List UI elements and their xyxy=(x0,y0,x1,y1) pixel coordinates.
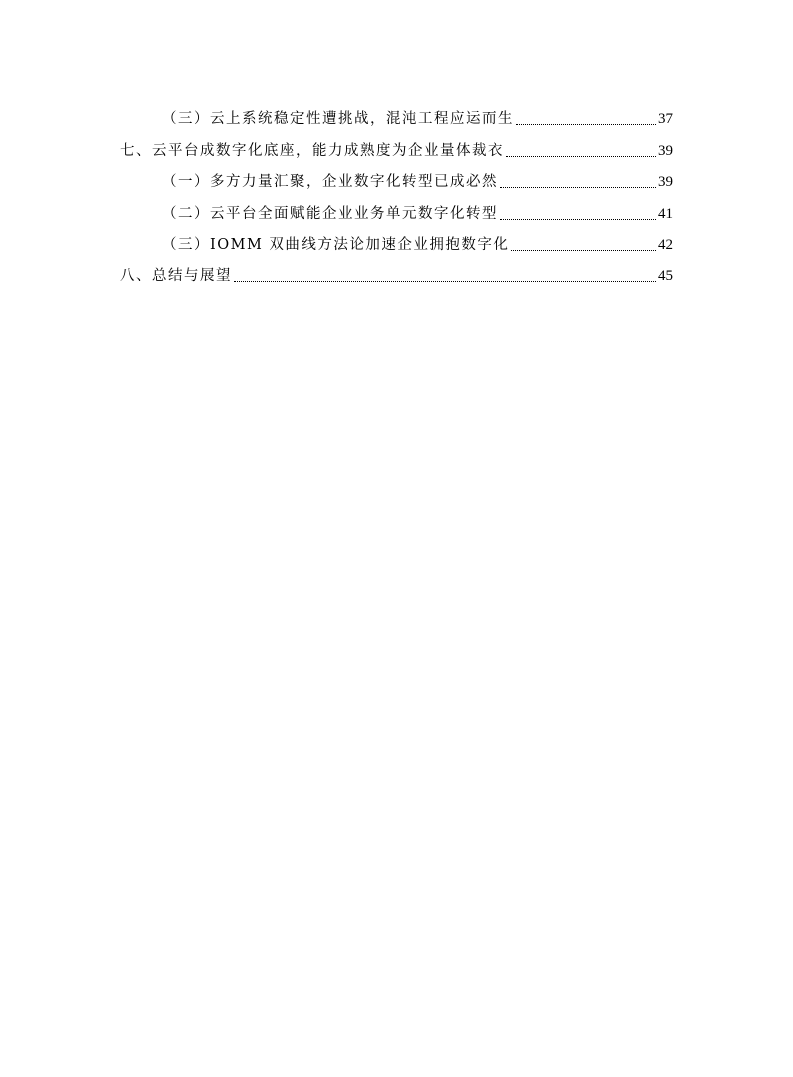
toc-page-number: 42 xyxy=(658,236,673,253)
toc-dot-leader xyxy=(500,183,656,188)
toc-page-number: 39 xyxy=(658,174,673,191)
toc-page-number: 41 xyxy=(658,205,673,222)
toc-entry-7-2[interactable] xyxy=(120,192,673,223)
toc-entry-title: （三）云上系统稳定性遭挑战，混沌工程应运而生 xyxy=(162,111,514,128)
toc-dot-leader xyxy=(500,215,656,220)
toc-entry-8[interactable] xyxy=(120,255,673,286)
toc-dot-leader xyxy=(234,277,656,282)
toc-entry-title: （三）IOMM 双曲线方法论加速企业拥抱数字化 xyxy=(162,236,510,253)
toc-entry-7[interactable] xyxy=(120,129,673,160)
toc-dot-leader xyxy=(506,152,656,157)
toc-entry-title: 八、总结与展望 xyxy=(120,268,232,285)
toc-page-number: 39 xyxy=(658,142,673,159)
toc-entry-7-1[interactable] xyxy=(120,161,673,192)
toc-page-number: 37 xyxy=(658,111,673,128)
toc-entry-3-3[interactable] xyxy=(120,98,673,129)
toc-entry-title: （二）云平台全面赋能企业业务单元数字化转型 xyxy=(162,205,498,222)
toc-dot-leader xyxy=(516,120,656,125)
toc-entry-7-3[interactable] xyxy=(120,224,673,255)
toc-page-number: 45 xyxy=(658,268,673,285)
toc-dot-leader xyxy=(511,246,656,251)
table-of-contents xyxy=(120,98,673,286)
toc-entry-title: 七、云平台成数字化底座，能力成熟度为企业量体裁衣 xyxy=(120,142,504,159)
toc-entry-title: （一）多方力量汇聚，企业数字化转型已成必然 xyxy=(162,174,498,191)
